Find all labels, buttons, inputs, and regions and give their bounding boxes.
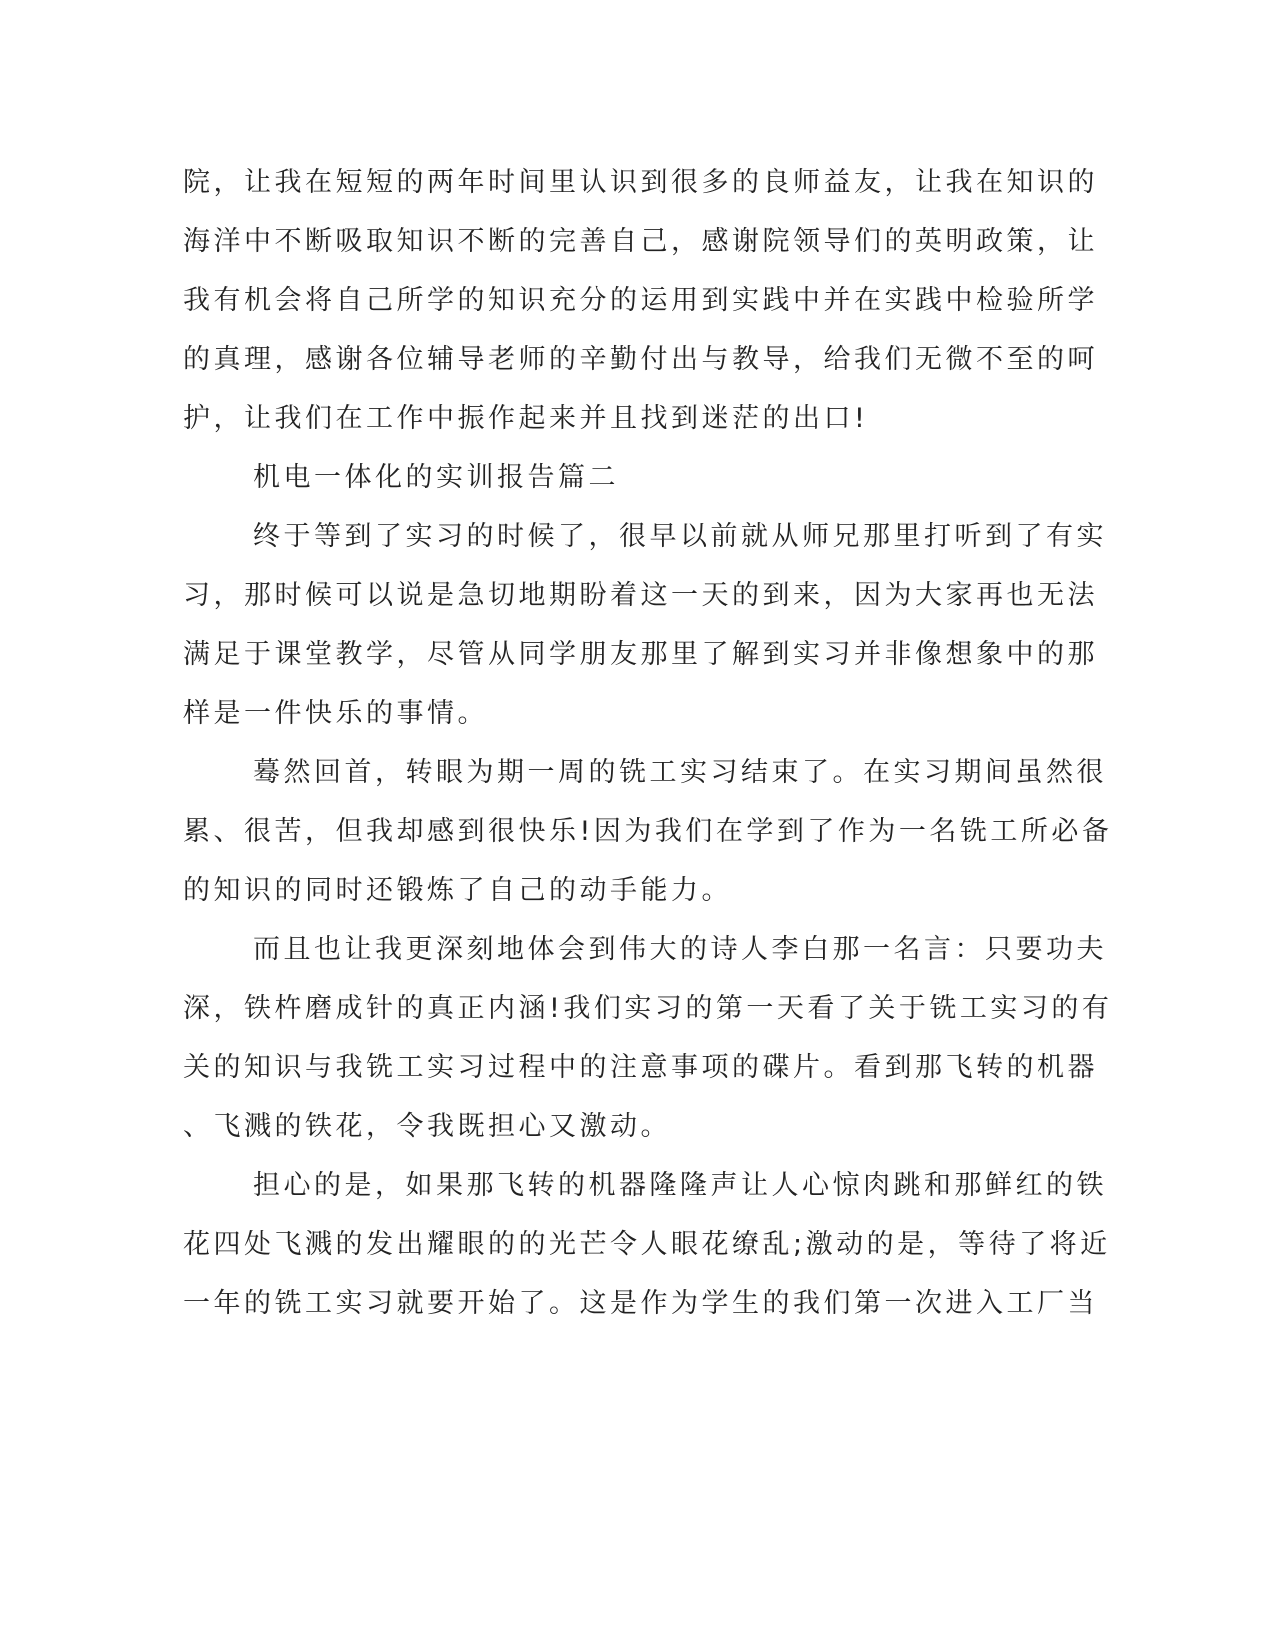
text-line: 、飞溅的铁花，令我既担心又激动。	[183, 1111, 671, 1142]
text-line: 护，让我们在工作中振作起来并且找到迷茫的出口!	[183, 403, 869, 434]
text-line: 的真理，感谢各位辅导老师的辛勤付出与教导，给我们无微不至的呵	[183, 344, 1098, 375]
text-line: 的知识的同时还锻炼了自己的动手能力。	[183, 875, 732, 906]
text-line: 而且也让我更深刻地体会到伟大的诗人李白那一名言：只要功夫	[253, 934, 1107, 965]
document-body	[183, 163, 1113, 1343]
text-line: 蓦然回首，转眼为期一周的铣工实习结束了。在实习期间虽然很	[253, 757, 1107, 788]
text-line: 满足于课堂教学，尽管从同学朋友那里了解到实习并非像想象中的那	[183, 639, 1098, 670]
text-line: 我有机会将自己所学的知识充分的运用到实践中并在实践中检验所学	[183, 285, 1098, 316]
text-line: 累、很苦，但我却感到很快乐!因为我们在学到了作为一名铣工所必备	[183, 816, 1113, 847]
text-line: 海洋中不断吸取知识不断的完善自己，感谢院领导们的英明政策，让	[183, 226, 1098, 257]
text-line: 一年的铣工实习就要开始了。这是作为学生的我们第一次进入工厂当	[183, 1288, 1098, 1319]
text-line: 习，那时候可以说是急切地期盼着这一天的到来，因为大家再也无法	[183, 580, 1098, 611]
text-line: 花四处飞溅的发出耀眼的的光芒令人眼花缭乱;激动的是，等待了将近	[183, 1229, 1111, 1260]
text-line: 院，让我在短短的两年时间里认识到很多的良师益友，让我在知识的	[183, 167, 1098, 198]
text-line: 深，铁杵磨成针的真正内涵!我们实习的第一天看了关于铣工实习的有	[183, 993, 1113, 1024]
text-line: 终于等到了实习的时候了，很早以前就从师兄那里打听到了有实	[253, 521, 1107, 552]
text-line: 样是一件快乐的事情。	[183, 698, 488, 729]
text-line: 关的知识与我铣工实习过程中的注意事项的碟片。看到那飞转的机器	[183, 1052, 1098, 1083]
text-line: 担心的是，如果那飞转的机器隆隆声让人心惊肉跳和那鲜红的铁	[253, 1170, 1107, 1201]
section-heading: 机电一体化的实训报告篇二	[253, 462, 619, 493]
